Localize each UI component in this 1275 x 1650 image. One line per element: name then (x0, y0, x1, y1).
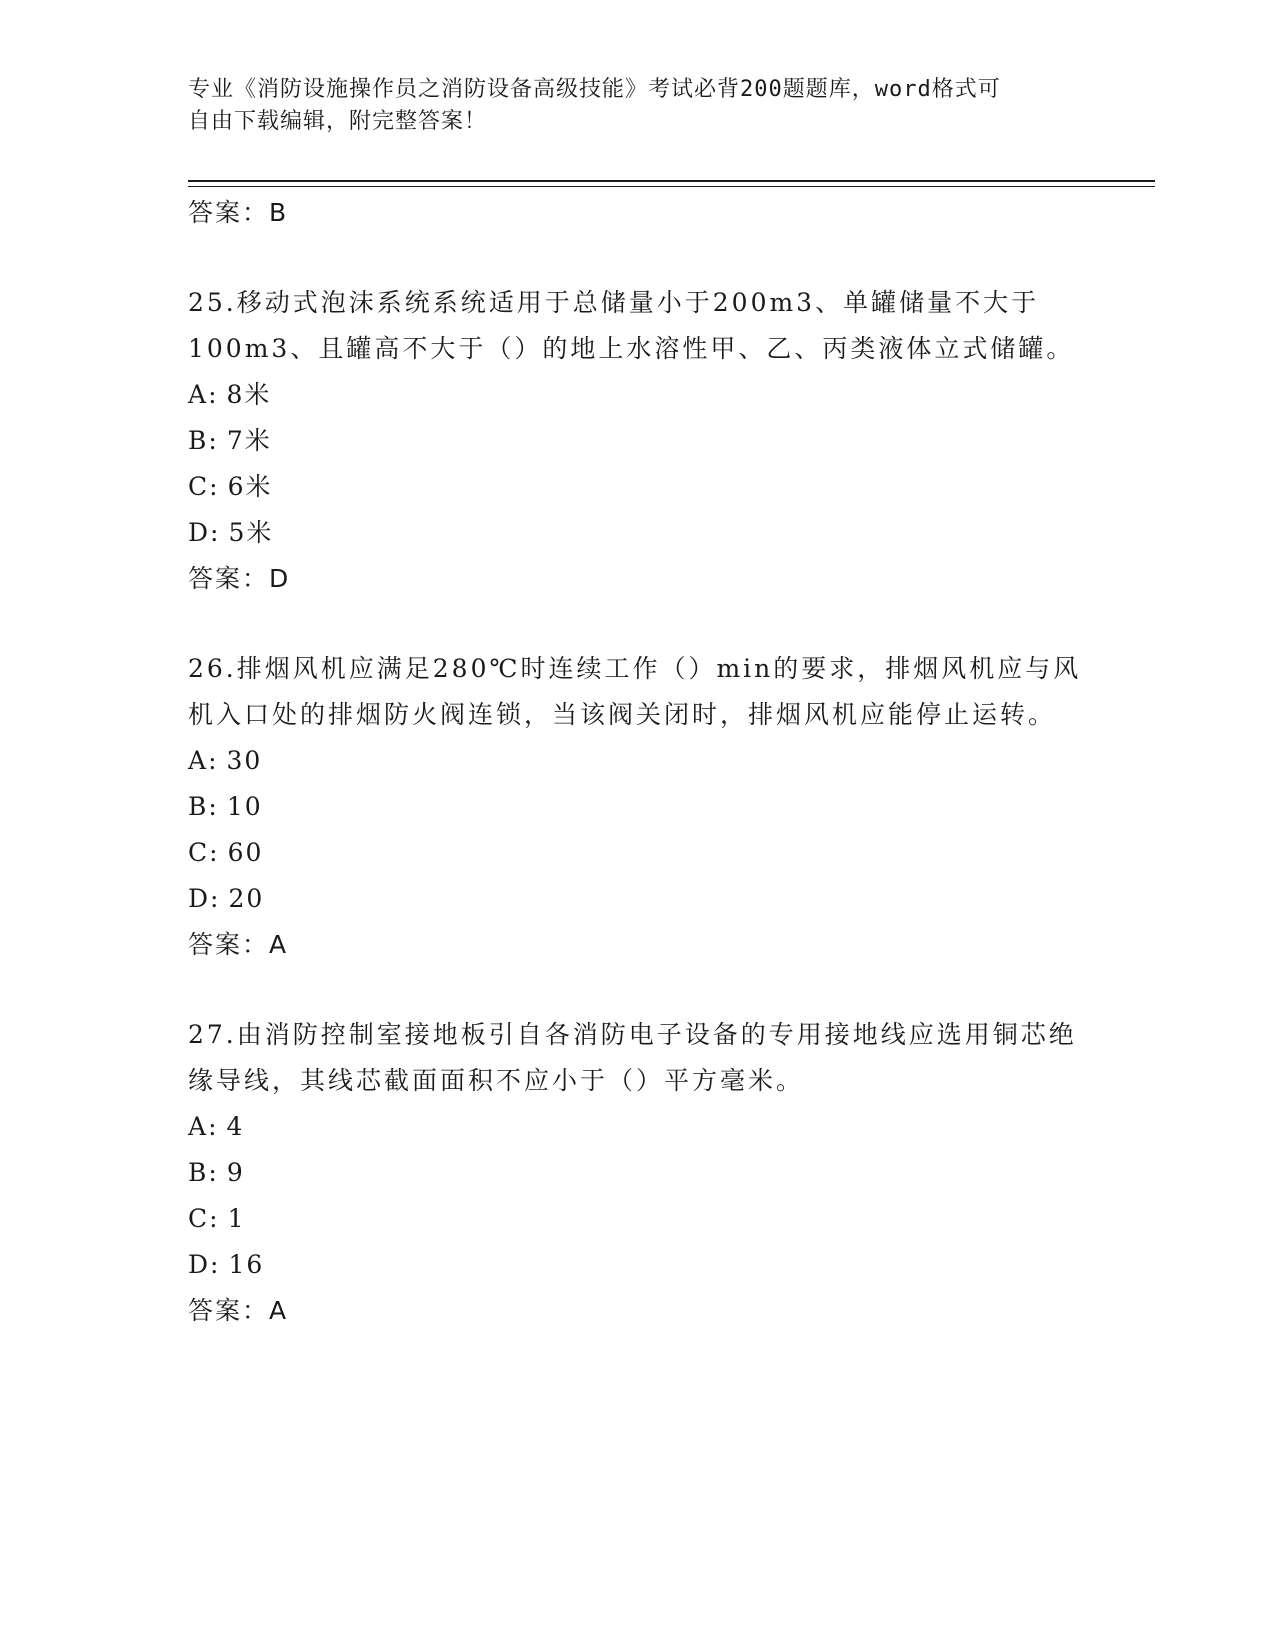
option-a: A: 30 (188, 746, 263, 775)
answer: 答案：A (188, 930, 289, 959)
option-d: D: 20 (188, 884, 265, 913)
answer: 答案：D (188, 564, 291, 593)
question-stem: 27.由消防控制室接地板引自各消防电子设备的专用接地线应选用铜芯绝缘导线，其线芯截面面积不应小于（）平方毫米。 (188, 1020, 1077, 1095)
header-line-1: 专业《消防设施操作员之消防设备高级技能》考试必背200题题库，word格式可 (188, 77, 1001, 102)
document-header (188, 74, 1068, 138)
option-d: D: 5米 (188, 518, 274, 547)
option-b: B: 10 (188, 792, 263, 821)
header-divider-thick (188, 180, 1155, 182)
previous-answer: 答案：B (188, 198, 289, 227)
question-stem: 26.排烟风机应满足280℃时连续工作（）min的要求，排烟风机应与风机入口处的排烟防火阀连锁，当该阀关闭时，排烟风机应能停止运转。 (188, 654, 1082, 729)
option-c: C: 1 (188, 1204, 246, 1233)
header-divider-thin (188, 186, 1155, 187)
question-stem: 25.移动式泡沫系统系统适用于总储量小于200m3、单罐储量不大于100m3、且罐高不大于（）的地上水溶性甲、乙、丙类液体立式储罐。 (188, 288, 1075, 363)
option-b: B: 7米 (188, 426, 272, 455)
question-list (188, 190, 1088, 1334)
option-b: B: 9 (188, 1158, 245, 1187)
option-c: C: 6米 (188, 472, 273, 501)
question-26 (188, 646, 1088, 968)
option-c: C: 60 (188, 838, 264, 867)
header-line-2: 自由下载编辑，附完整答案！ (188, 109, 488, 134)
question-27 (188, 1012, 1088, 1334)
answer: 答案：A (188, 1296, 289, 1325)
option-a: A: 8米 (188, 380, 272, 409)
question-25 (188, 280, 1088, 602)
option-a: A: 4 (188, 1112, 245, 1141)
option-d: D: 16 (188, 1250, 265, 1279)
